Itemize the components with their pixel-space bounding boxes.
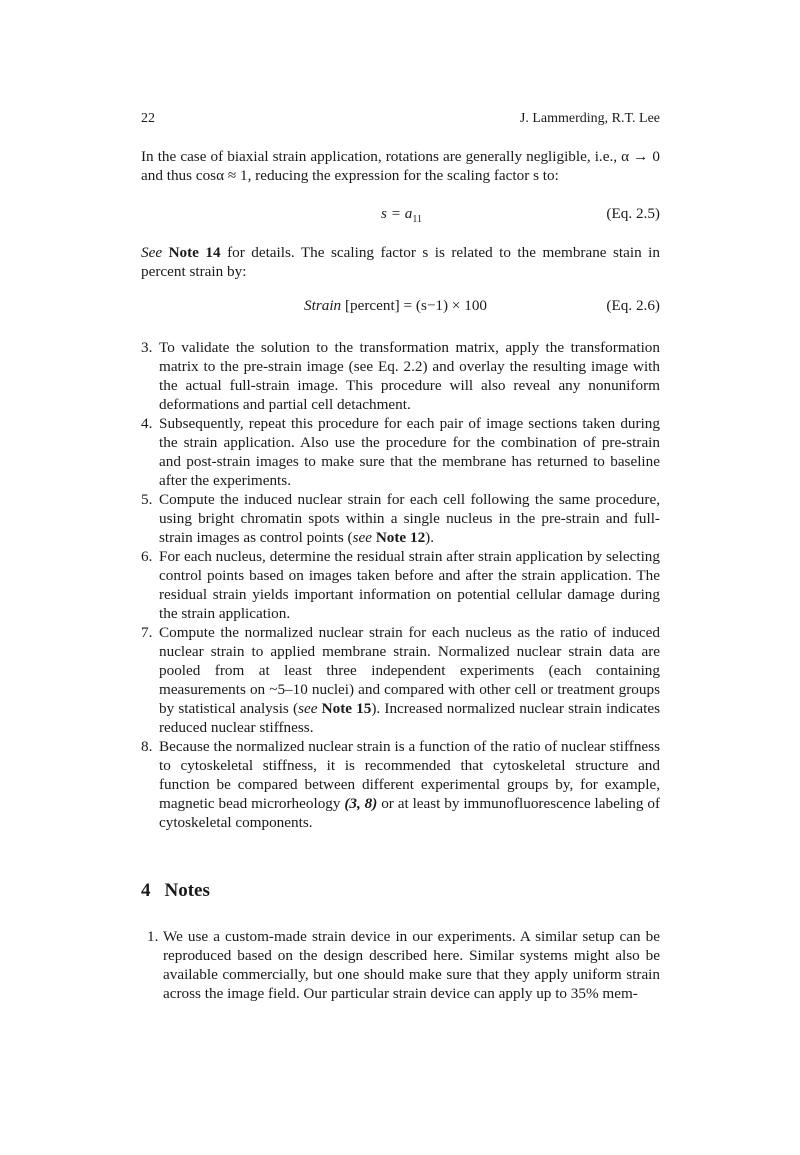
list-text: Compute the induced nuclear strain for each cell following the same procedure, using bright chromatin spots within a single nucleus in the pre-strain and full-strain images as control points ( [159, 491, 660, 546]
strain-word: Strain [304, 297, 342, 314]
list-text: Compute the normalized nuclear strain for each nucleus as the ratio of induced nuclear strain to applied membrane strain. Normalized nuclear strain data are pooled from at least three independent experiments (each containing measurements on ~5–10 nuclei) and compared with other cell or treatment groups by statistical analysis ( [159, 624, 660, 717]
notes-list [141, 927, 660, 1003]
note-ref: Note 15 [317, 700, 372, 717]
equation-2-5 [141, 205, 660, 227]
list-text: To validate the solution to the transformation matrix, apply the transformation matrix to the pre-strain image (see Eq. 2.2) and overlay the resulting image with the actual full-strain image. This procedure will also reveal any nonuniform deformations and partial cell detachment. [159, 339, 660, 413]
equation-expression [304, 297, 487, 315]
list-number: 1. [147, 928, 159, 945]
equation-label: (Eq. 2.6) [606, 297, 660, 314]
list-number: 6. [141, 548, 153, 565]
equation-rhs: [percent] = (s−1) × 100 [341, 297, 488, 314]
page [141, 110, 660, 1003]
list-number: 4. [141, 415, 153, 432]
equation-subscript: 11 [412, 214, 422, 226]
list-number: 8. [141, 738, 153, 755]
page-header [141, 110, 660, 128]
list-text: For each nucleus, determine the residual strain after strain application by selecting control points based on images taken before and after the strain application. The residual strain yields important information on potential cellular damage during the strain application. [159, 548, 660, 622]
section-number: 4 [141, 880, 151, 901]
section-heading [141, 880, 660, 902]
equation-expression [381, 205, 422, 225]
intro-paragraph: In the case of biaxial strain application, rotations are generally negligible, i.e., α → 0 and thus cosα ≈ 1, reducing the expression for the scaling factor s to: [141, 148, 660, 184]
section-title: Notes [164, 880, 210, 901]
list-item [141, 927, 660, 1003]
list-text-end: ). Increased normalized nuclear strain indicates reduced nuclear stiffness. [159, 700, 660, 736]
list-item [141, 414, 660, 490]
see-word: See [141, 244, 163, 261]
list-item [141, 338, 660, 414]
see-word: see [298, 700, 318, 717]
list-text: Because the normalized nuclear strain is a function of the ratio of nuclear stiffness to cytoskeletal stiffness, it is recommended that cytoskeletal structure and function be compared between different experimental groups by, for example, magnetic bead microrheology [159, 738, 660, 812]
list-text: We use a custom-made strain device in our experiments. A similar setup can be reproduced based on the design described here. Similar systems might also be available commercially, but one should make sure that they apply uniform strain across the image field. Our particular strain device can apply up to 35% mem- [163, 928, 660, 1002]
equation-label: (Eq. 2.5) [606, 205, 660, 222]
list-number: 5. [141, 491, 153, 508]
list-item [141, 737, 660, 832]
equation-2-6 [141, 297, 660, 319]
list-text-end: ). [425, 529, 435, 546]
list-text: Subsequently, repeat this procedure for each pair of image sections taken during the strain application. Also use the procedure for the combination of pre-strain and post-strain images to make sure that the membrane has returned to baseline after the experiments. [159, 415, 660, 489]
note-ref: Note 14 [168, 244, 221, 261]
list-item [141, 623, 660, 737]
see-note-text: for details. The scaling factor s is related to the membrane stain in percent strain by: [141, 244, 660, 280]
note-ref: Note 12 [372, 529, 426, 546]
page-number: 22 [141, 111, 155, 126]
procedure-steps [141, 338, 660, 832]
see-note-paragraph [141, 243, 660, 281]
citation-ref: (3, 8) [344, 795, 378, 812]
list-number: 3. [141, 339, 153, 356]
see-word: see [352, 529, 373, 546]
list-item [141, 490, 660, 547]
list-item [141, 547, 660, 623]
list-number: 7. [141, 624, 153, 641]
equation-lhs: s = a [381, 205, 413, 222]
running-head-authors: J. Lammerding, R.T. Lee [519, 111, 660, 126]
list-text-end: or at least by immunofluorescence labeling of cytoskeletal components. [159, 795, 661, 831]
